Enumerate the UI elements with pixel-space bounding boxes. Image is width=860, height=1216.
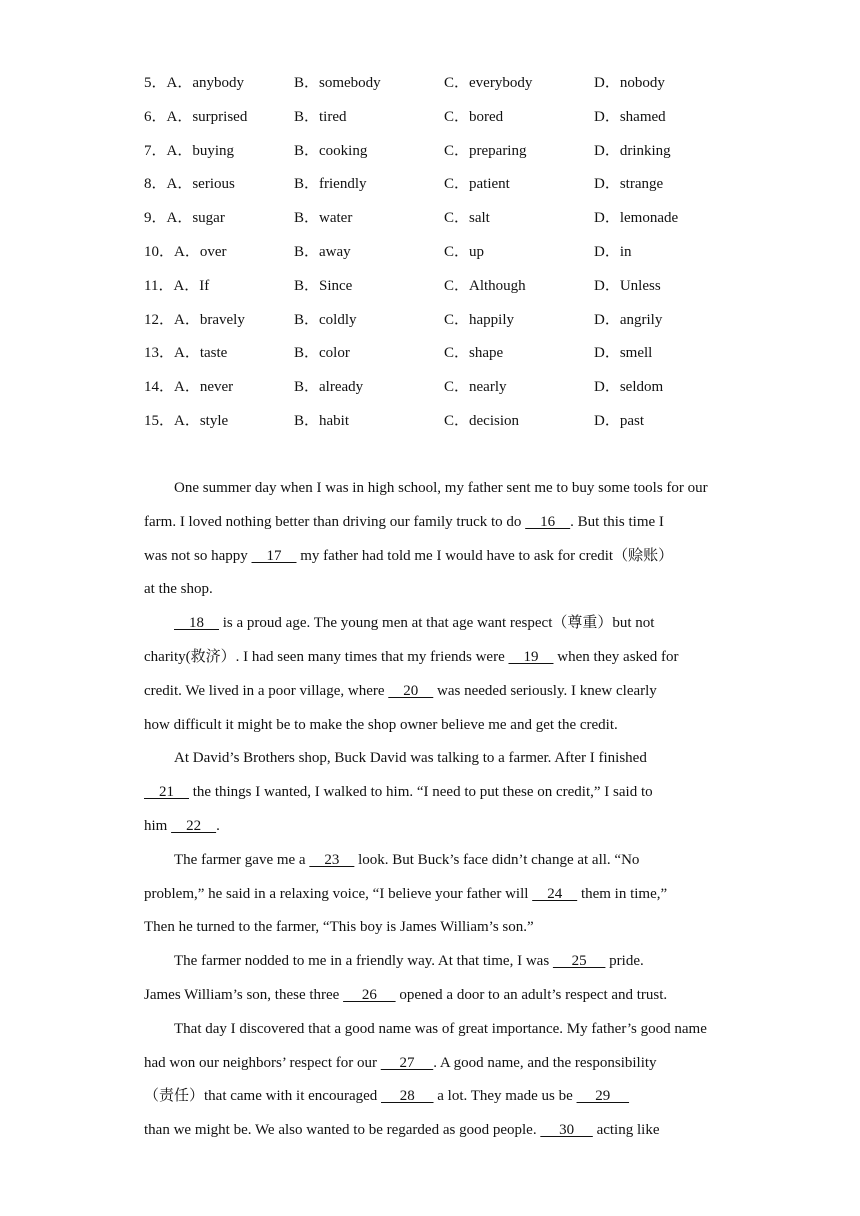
- passage-line: [144, 983, 724, 1017]
- option-a-text: A．over: [174, 243, 227, 260]
- option-c: C．everybody: [444, 75, 533, 91]
- option-d: D．lemonade: [594, 210, 679, 227]
- passage-text: That day I discovered that a good name was of great importance. My father’s good name: [174, 1020, 707, 1037]
- question-number: 11．: [144, 277, 174, 294]
- option-row-8: [144, 172, 744, 206]
- blank-16: 16: [525, 513, 571, 530]
- option-a-text: A．style: [174, 412, 229, 429]
- passage-text: . A good name, and the responsibility: [433, 1054, 657, 1071]
- option-a-text: A．surprised: [166, 108, 248, 125]
- option-a-text: A．taste: [174, 345, 228, 362]
- option-c: C．nearly: [444, 379, 507, 396]
- option-a: [144, 139, 234, 163]
- option-row-14: [144, 375, 744, 409]
- option-b: B．already: [294, 379, 364, 396]
- option-d: D．angrily: [594, 311, 663, 328]
- option-b: B．Since: [294, 277, 353, 294]
- blank-26: 26: [343, 986, 396, 1003]
- option-a-text: A．bravely: [174, 311, 245, 328]
- option-b: B．water: [294, 210, 353, 227]
- passage-text: problem,” he said in a relaxing voice, “I believe your father will: [144, 885, 533, 902]
- option-row-10: [144, 240, 744, 274]
- option-d: D．past: [594, 412, 644, 429]
- option-row-6: [144, 105, 744, 139]
- option-b: B．away: [294, 243, 351, 260]
- passage-text: （责任）that came with it encouraged: [144, 1088, 382, 1105]
- passage-text: was not so happy: [144, 547, 252, 564]
- option-c: C．up: [444, 243, 485, 260]
- question-number: 7．: [144, 142, 167, 159]
- option-row-12: [144, 308, 744, 342]
- passage-line: [144, 510, 724, 544]
- question-number: 13．: [144, 345, 175, 362]
- passage-line: [144, 915, 724, 949]
- question-number: 8．: [144, 176, 167, 193]
- passage-text: farm. I loved nothing better than driving our family truck to do: [144, 513, 526, 530]
- option-row-9: [144, 206, 744, 240]
- blank-19: 19: [508, 648, 554, 665]
- passage-line: [144, 611, 724, 645]
- question-number: 5．: [144, 75, 167, 91]
- passage-line: [144, 814, 724, 848]
- passage-line: [144, 882, 724, 916]
- passage-line: [144, 780, 724, 814]
- passage-line: [144, 679, 724, 713]
- passage-text: Then he turned to the farmer, “This boy is James William’s son.”: [144, 919, 534, 936]
- blank-27: 27: [380, 1054, 434, 1071]
- option-a-text: A．serious: [166, 176, 235, 193]
- passage-text: acting like: [592, 1122, 660, 1139]
- passage-text: One summer day when I was in high school, my father sent me to buy some tools for our: [174, 480, 708, 496]
- blank-30: 30: [540, 1122, 593, 1139]
- passage-text: is a proud age. The young men at that age want respect（尊重）but not: [219, 615, 655, 632]
- blank-21: 21: [144, 784, 189, 801]
- passage-line: [144, 544, 724, 578]
- question-number: 10．: [144, 243, 175, 260]
- question-number: 9．: [144, 210, 167, 227]
- question-number: 12．: [144, 311, 175, 328]
- option-a: [144, 409, 228, 433]
- option-row-13: [144, 341, 744, 375]
- blank-24: 24: [532, 885, 578, 902]
- option-a-text: A．never: [174, 379, 234, 396]
- option-b: B．tired: [294, 108, 347, 125]
- option-a-text: A．sugar: [166, 210, 225, 227]
- option-c: C．shape: [444, 345, 504, 362]
- option-d: D．Unless: [594, 277, 661, 294]
- option-a: [144, 206, 225, 230]
- option-a-text: A．anybody: [166, 75, 245, 91]
- passage-line: [144, 713, 724, 747]
- passage-text: how difficult it might be to make the shop owner believe me and get the credit.: [144, 716, 618, 733]
- passage-text: James William’s son, these three: [144, 986, 344, 1003]
- question-number: 15．: [144, 412, 175, 429]
- passage-line: [144, 645, 724, 679]
- passage-text: look. But Buck’s face didn’t change at all. “No: [354, 851, 640, 868]
- blank-29: 29: [576, 1088, 630, 1105]
- passage-text: the things I wanted, I walked to him. “I need to put these on credit,” I said to: [189, 784, 653, 801]
- option-c: C．decision: [444, 412, 519, 429]
- option-d: D．smell: [594, 345, 653, 362]
- passage-text: my father had told me I would have to ask for credit（赊账）: [296, 547, 674, 564]
- passage-line: [144, 577, 724, 611]
- passage-line: [144, 1118, 724, 1152]
- option-d: D．in: [594, 243, 632, 260]
- option-d: D．seldom: [594, 379, 664, 396]
- option-row-11: [144, 274, 744, 308]
- option-a: [144, 274, 209, 298]
- blank-23: 23: [309, 851, 355, 868]
- passage-line: [144, 1017, 724, 1051]
- passage-line: [144, 848, 724, 882]
- passage-text: had won our neighbors’ respect for our: [144, 1054, 381, 1071]
- passage-text: them in time,”: [577, 885, 668, 902]
- passage-text: than we might be. We also wanted to be regarded as good people.: [144, 1122, 541, 1139]
- question-number: 6．: [144, 108, 167, 125]
- option-d: D．shamed: [594, 108, 666, 125]
- passage-line: [144, 1051, 724, 1085]
- option-d: D．drinking: [594, 142, 671, 159]
- option-b: B．color: [294, 345, 350, 362]
- passage-text: .: [216, 817, 220, 834]
- blank-25: 25: [552, 953, 606, 970]
- passage-line: [144, 1084, 724, 1118]
- passage-text: at the shop.: [144, 581, 213, 598]
- passage-text: . But this time I: [570, 513, 664, 530]
- option-c: C．preparing: [444, 142, 527, 159]
- passage-text: The farmer nodded to me in a friendly way. At that time, I was: [174, 953, 553, 970]
- passage-line: [144, 476, 724, 510]
- option-b: B．friendly: [294, 176, 367, 193]
- question-number: 14．: [144, 379, 175, 396]
- option-a: [144, 240, 227, 264]
- option-row-5: [144, 71, 744, 105]
- option-c: C．happily: [444, 311, 514, 328]
- blank-22: 22: [171, 817, 217, 834]
- option-row-7: [144, 139, 744, 173]
- option-d: D．strange: [594, 176, 664, 193]
- option-c: C．Although: [444, 277, 526, 294]
- passage-text: was needed seriously. I knew clearly: [433, 682, 657, 699]
- passage-text: a lot. They made us be: [433, 1088, 577, 1105]
- blank-20: 20: [388, 682, 434, 699]
- option-a: [144, 105, 247, 129]
- option-a-text: A．If: [173, 277, 210, 294]
- option-b: B．somebody: [294, 75, 381, 91]
- option-b: B．habit: [294, 412, 349, 429]
- option-c: C．salt: [444, 210, 490, 227]
- answer-options: [144, 71, 744, 443]
- passage-line: [144, 949, 724, 983]
- passage-text: credit. We lived in a poor village, where: [144, 682, 389, 699]
- option-b: B．cooking: [294, 142, 368, 159]
- option-row-15: [144, 409, 744, 443]
- blank-18: 18: [174, 615, 219, 632]
- passage-text: when they asked for: [553, 648, 679, 665]
- passage-line: [144, 746, 724, 780]
- passage-text: pride.: [605, 953, 644, 970]
- option-c: C．patient: [444, 176, 510, 193]
- option-a: [144, 172, 235, 196]
- option-c: C．bored: [444, 108, 504, 125]
- blank-17: 17: [251, 547, 297, 564]
- blank-28: 28: [381, 1088, 434, 1105]
- cloze-passage: [144, 476, 724, 1152]
- option-d: D．nobody: [594, 75, 665, 91]
- option-b: B．coldly: [294, 311, 357, 328]
- option-a-text: A．buying: [166, 142, 235, 159]
- option-a: [144, 375, 233, 399]
- passage-text: opened a door to an adult’s respect and trust.: [395, 986, 668, 1003]
- passage-text: At David’s Brothers shop, Buck David was talking to a farmer. After I finished: [174, 750, 647, 767]
- passage-text: him: [144, 817, 172, 834]
- option-a: [144, 341, 227, 365]
- option-a: [144, 71, 244, 95]
- option-a: [144, 308, 245, 332]
- passage-text: charity(救济）. I had seen many times that my friends were: [144, 648, 509, 665]
- passage-text: The farmer gave me a: [174, 851, 310, 868]
